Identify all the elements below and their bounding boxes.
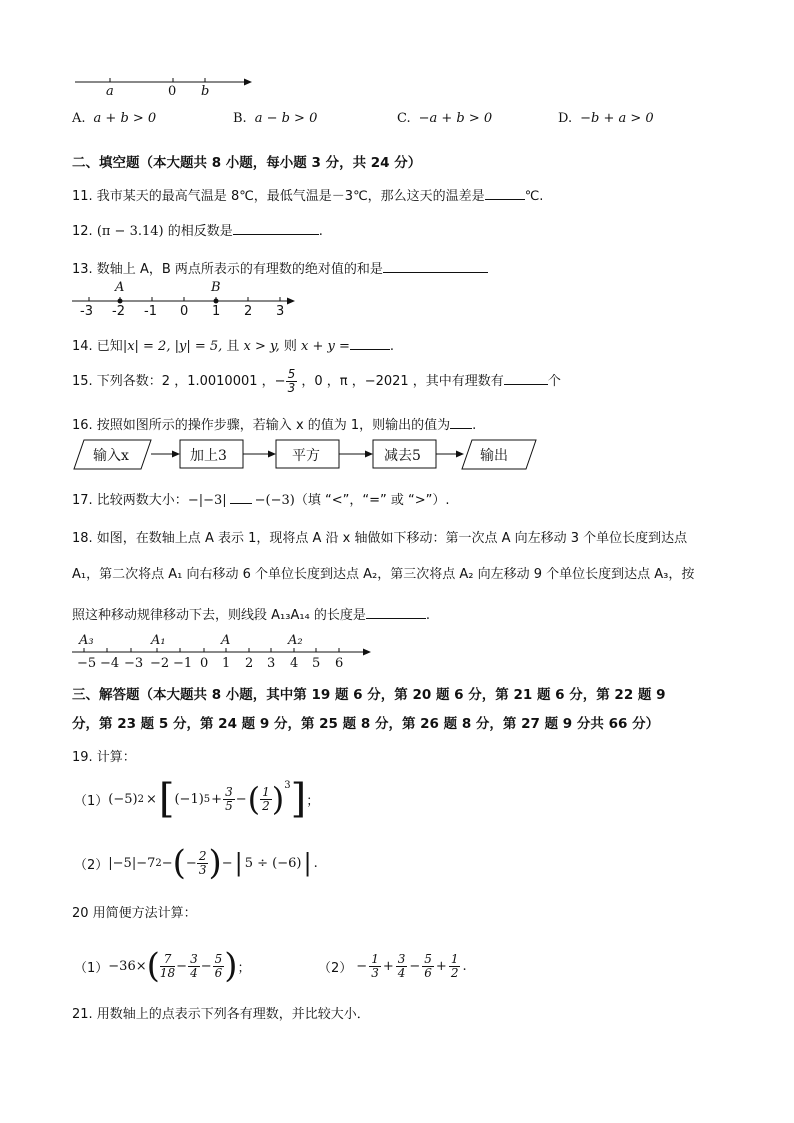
point-a2-label: A₂	[288, 633, 303, 648]
section2-heading: 二、填空题（本大题共 8 小题，每小题 3 分，共 24 分）	[72, 155, 422, 171]
question-20-part1: （1） −36× ( $\frac{7}{18}$ − $\frac{3}{4}$ − $\frac{5}{6}$ ) ；	[74, 946, 251, 986]
section3-heading-line1: 三、解答题（本大题共 8 小题，其中第 19 题 6 分，第 20 题 6 分，第 21 题 6 分，第 22 题 9	[72, 687, 666, 703]
left-paren: (	[146, 946, 160, 986]
right-paren: )	[224, 946, 238, 986]
fraction: $\frac{3}{5}$	[225, 784, 233, 813]
question-21: 21. 用数轴上的点表示下列各有理数，并比较大小．	[72, 1007, 370, 1022]
question-13: 13. 数轴上 A，B 两点所表示的有理数的绝对值的和是	[72, 258, 488, 277]
question-19-title: 19. 计算：	[72, 750, 136, 765]
abs-bar-left: |	[234, 849, 243, 877]
tick-label: 1	[222, 656, 231, 671]
point-a-label: a	[106, 84, 114, 99]
fraction: $\frac{5}{3}$	[287, 367, 296, 395]
question-19-part2: （2） |−5|−7 2 − ( − $\frac{2}{3}$ ) − | 5 ÷ (−6) | .	[74, 843, 318, 883]
option-c[interactable]: C. −a + b > 0	[397, 111, 493, 126]
tick-label: 0	[200, 656, 209, 671]
point-a-label: A	[221, 633, 231, 648]
tick-label: −4	[100, 656, 120, 671]
tick-label: 6	[335, 656, 344, 671]
flow-output-label: 输出	[480, 448, 508, 464]
tick-label: 4	[290, 656, 299, 671]
fraction: $\frac{7}{18}$	[159, 951, 176, 980]
question-18-line1: 18. 如图，在数轴上点 A 表示 1，现将点 A 沿 x 轴做如下移动：第一次点 A 向左移动 3 个单位长度到达点	[72, 531, 688, 546]
option-d[interactable]: D. −b + a > 0	[558, 111, 654, 126]
abs-bar-right: |	[303, 849, 312, 877]
fraction: $\frac{5}{6}$	[424, 951, 432, 980]
origin-label: 0	[168, 84, 177, 99]
fraction: $\frac{3}{4}$	[190, 951, 198, 980]
question-15: 15. 下列各数：2 ，1.0010001 ，− $\frac{5}{3}$ ，0 ，π ，−2021 ，其中有理数有 个	[72, 367, 561, 395]
question-18-line2: A₁，第二次将点 A₁ 向右移动 6 个单位长度到达点 A₂，第三次将点 A₂ 向左移动 9 个单位长度到达点 A₃，按	[72, 567, 695, 582]
question-17: 17. 比较两数大小：−|−3| −(−3)（填 “<”，“=” 或 “>”）.	[72, 493, 450, 508]
question-14: 14. 已知|x| = 2, |y| = 5, 且 x > y, 则 x + y = .	[72, 339, 395, 354]
fraction: $\frac{1}{3}$	[371, 951, 379, 980]
fraction: $\frac{1}{2}$	[450, 951, 459, 980]
point-b-label: b	[201, 84, 210, 99]
flow-square-label: 平方	[292, 448, 320, 464]
option-a[interactable]: A. a + b > 0	[72, 111, 157, 126]
flow-add3-label: 加上3	[190, 448, 227, 464]
tick-label: −5	[77, 656, 97, 671]
fraction: $\frac{3}{4}$	[397, 951, 406, 980]
question-16: 16. 按照如图所示的操作步骤，若输入 x 的值为 1，则输出的值为 .	[72, 418, 477, 433]
tick-label: −2	[150, 656, 170, 671]
tick-label: 5	[312, 656, 321, 671]
point-a1-label: A₁	[151, 633, 166, 648]
point-b-label: B	[211, 280, 221, 295]
right-paren: )	[208, 843, 222, 883]
right-paren: )	[271, 780, 285, 818]
right-bracket: ]	[290, 776, 307, 822]
tick-label: 1	[212, 304, 221, 319]
option-b[interactable]: B. a − b > 0	[233, 111, 318, 126]
section3-heading-line2: 分，第 23 题 5 分，第 24 题 9 分，第 25 题 8 分，第 26 题 8 分，第 27 题 9 分共 66 分）	[72, 716, 660, 732]
fraction: $\frac{2}{3}$	[198, 848, 207, 877]
question-19-part1: （1） (−5) 2 × [ (−1) 5 + $\frac{3}{5}$ − ( $\frac{1}{2}$ ) $^3$ ] ；	[74, 776, 320, 822]
tick-label: −1	[173, 656, 193, 671]
left-bracket: [	[158, 776, 175, 822]
tick-label: −3	[124, 656, 144, 671]
point-a-label: A	[115, 280, 125, 295]
tick-label: 2	[244, 304, 253, 319]
point-a3-label: A₃	[79, 633, 94, 648]
question-20-title: 20 用简便方法计算：	[72, 906, 197, 921]
flow-input-label: 输入x	[93, 448, 129, 464]
question-20-part2: （2） − $\frac{1}{3}$ + $\frac{3}{4}$ − $\frac{5}{6}$ + $\frac{1}{2}$ .	[318, 951, 467, 980]
tick-label: 3	[267, 656, 276, 671]
left-paren: (	[247, 780, 261, 818]
flow-subtract5-label: 减去5	[384, 448, 421, 464]
question-12: 12. (π − 3.14) 的相反数是 .	[72, 224, 323, 239]
fraction: $\frac{5}{6}$	[214, 951, 223, 980]
fraction: $\frac{1}{2}$	[262, 784, 270, 813]
tick-label: -1	[144, 304, 157, 319]
tick-label: -2	[112, 304, 125, 319]
tick-label: -3	[80, 304, 93, 319]
left-paren: (	[172, 843, 186, 883]
tick-label: 0	[180, 304, 189, 319]
question-11: 11. 我市某天的最高气温是 8℃，最低气温是－3℃，那么这天的温差是 ℃.	[72, 189, 544, 204]
tick-label: 3	[276, 304, 285, 319]
question-18-line3: 照这种移动规律移动下去，则线段 A₁₃A₁₄ 的长度是 .	[72, 608, 431, 623]
tick-label: 2	[245, 656, 254, 671]
